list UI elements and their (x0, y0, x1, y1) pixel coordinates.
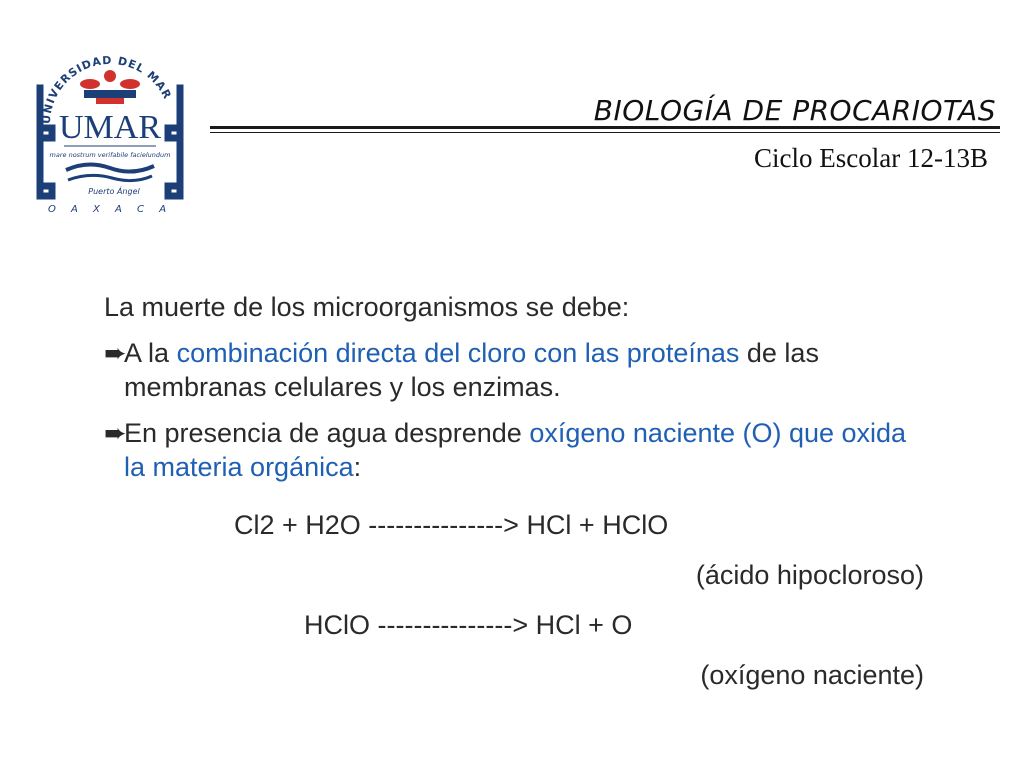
note-nascent-oxygen: (oxígeno naciente) (700, 660, 924, 690)
svg-text:UNIVERSIDAD DEL MAR: UNIVERSIDAD DEL MAR (39, 53, 175, 125)
bullet1-highlight: combinación directa del cloro con las proteínas (176, 338, 740, 368)
equation-chlorine-water: Cl2 + H2O ---------------> HCl + HClO (234, 510, 669, 540)
note-hypochlorous-acid: (ácido hipocloroso) (695, 560, 924, 590)
equation-hypochlorous-decomposition: HClO ---------------> HCl + O (304, 610, 633, 640)
arrow-bullet-icon: ➨ (104, 338, 127, 368)
header-rule-thin (210, 132, 1000, 133)
bullet2-lead: En presencia de agua desprende (124, 418, 522, 448)
course-title: BIOLOGÍA DE PROCARIOTAS (593, 94, 996, 127)
bullet1-lead: A la (124, 338, 170, 368)
svg-text:mare nostrum verifabile faciel: mare nostrum verifabile facielundum (49, 151, 171, 159)
bullet2-highlight: oxígeno naciente (O) que oxida la materia orgánica (124, 418, 907, 482)
header-rule-thick (210, 126, 1000, 129)
university-logo (22, 28, 198, 218)
bullet-chlorine-proteins (104, 336, 934, 404)
arrow-bullet-icon: ➨ (104, 418, 127, 448)
svg-text:O A X A C A: O A X A C A (47, 204, 173, 215)
svg-text:UMAR: UMAR (58, 109, 162, 146)
intro-text: La muerte de los microorganismos se debe: (104, 292, 630, 322)
svg-text:Puerto Ángel: Puerto Ángel (88, 187, 140, 196)
bullet2-tail: : (353, 452, 362, 482)
school-year: Ciclo Escolar 12-13B (754, 143, 988, 173)
bullet-nascent-oxygen (104, 416, 934, 484)
bullet1-tail: de las membranas celulares y los enzimas. (124, 338, 819, 402)
slide-content (104, 290, 934, 496)
